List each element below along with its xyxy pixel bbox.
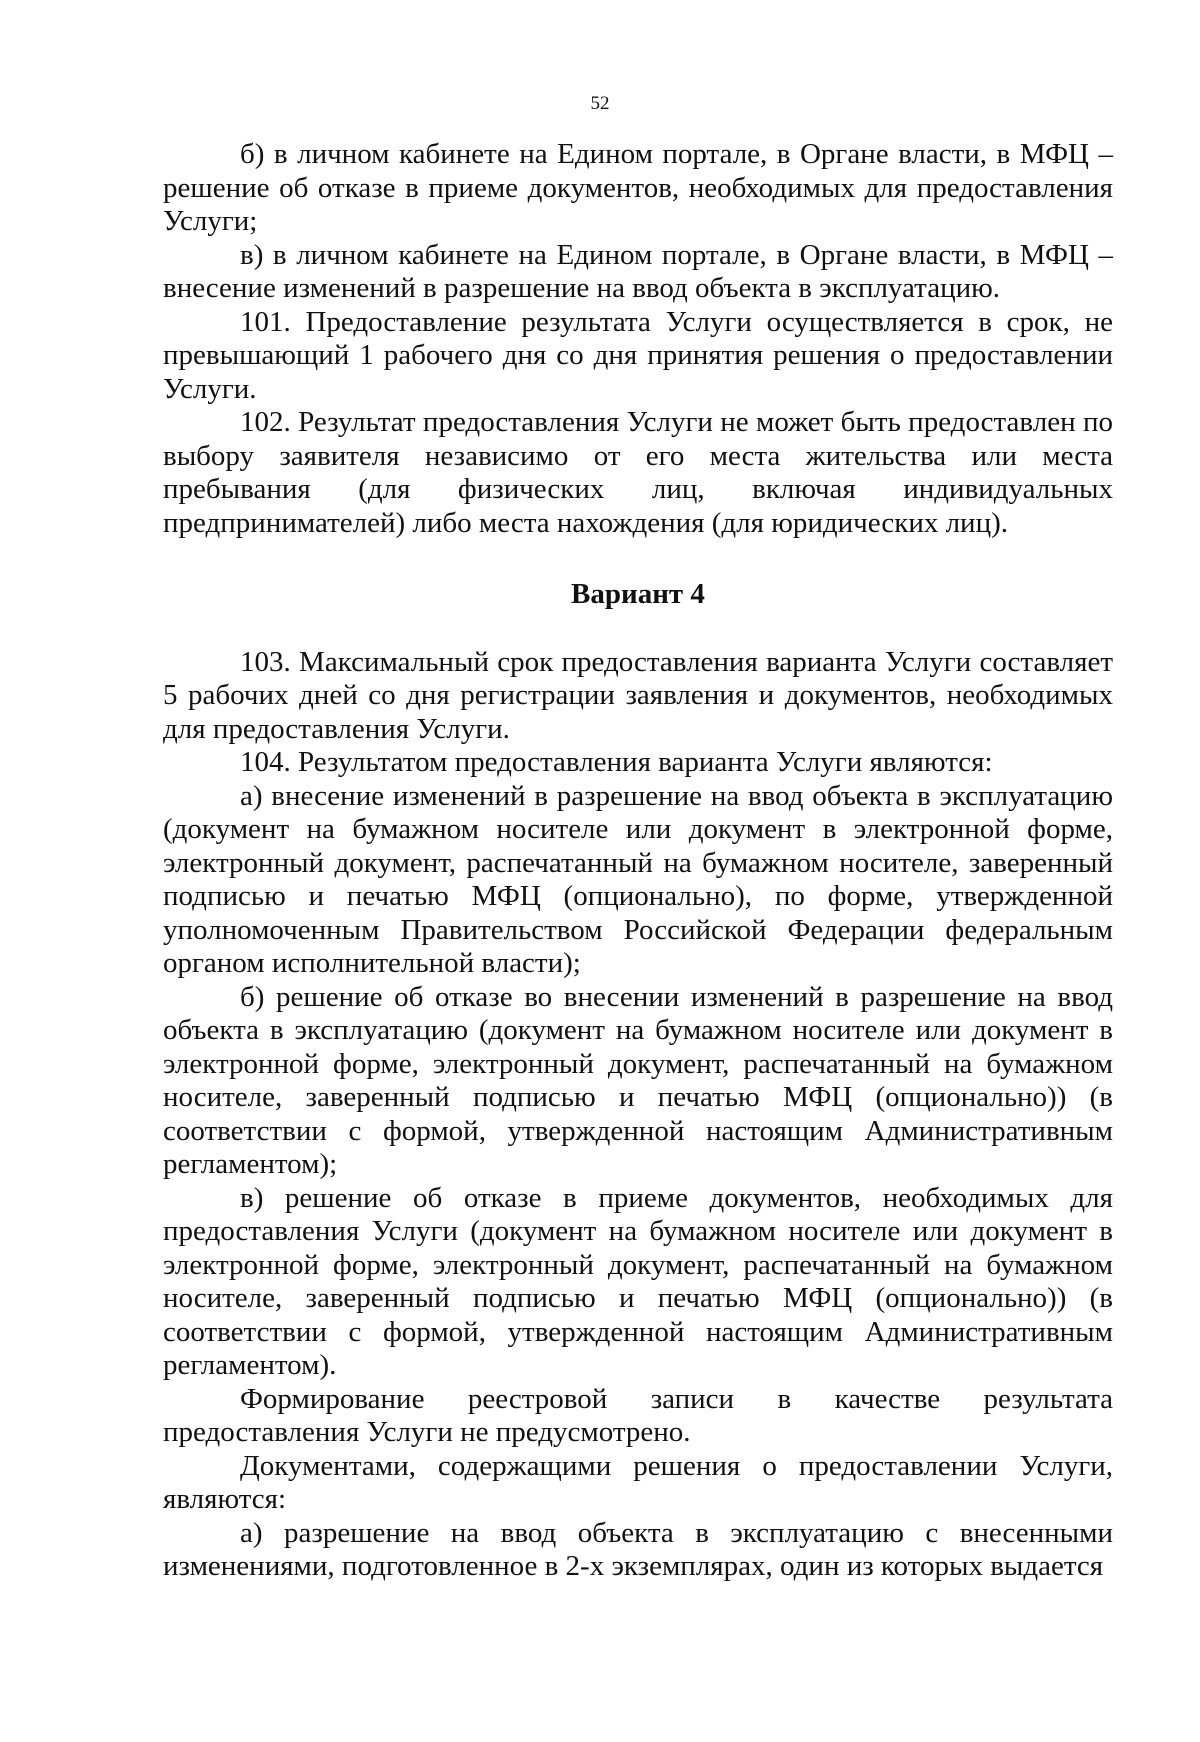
paragraph-item-v-refusal-documents: в) решение об отказе в приеме документов, необходимых для предоставления Услуги (документ на бумажном носителе или документ в электронной форме, электронный документ, распечатанный на бумажном носителе, заверенный подписью и печатью МФЦ (опционально)) (в соответствии с формой, утвержденной настоящим Административным регламентом). (163, 1181, 1113, 1381)
paragraph-decision-documents: Документами, содержащими решения о предоставлении Услуги, являются: (163, 1449, 1113, 1515)
paragraph-103: 103. Максимальный срок предоставления варианта Услуги составляет 5 рабочих дней со дня регистрации заявления и документов, необходимых для предоставления Услуги. (163, 645, 1113, 745)
paragraph-item-a-permit: а) разрешение на ввод объекта в эксплуатацию с внесенными изменениями, подготовленное в 2-х экземплярах, один из которых выдается (163, 1516, 1113, 1582)
paragraph-registry-record: Формирование реестровой записи в качестве результата предоставления Услуги не предусмотрено. (163, 1382, 1113, 1448)
paragraph-item-b-personal-account: б) в личном кабинете на Едином портале, в Органе власти, в МФЦ – решение об отказе в приеме документов, необходимых для предоставления Услуги; (163, 138, 1113, 237)
document-body (163, 138, 1113, 1584)
paragraph-101: 101. Предоставление результата Услуги осуществляется в срок, не превышающий 1 рабочего дня со дня принятия решения о предоставлении Услуги. (163, 305, 1113, 405)
paragraph-item-b-refusal-changes: б) решение об отказе во внесении изменений в разрешение на ввод объекта в эксплуатацию (документ на бумажном носителе или документ в электронной форме, электронный документ, распечатанный на бумажном носителе, заверенный подписью и печатью МФЦ (опционально)) (в соответствии с формой, утвержденной настоящим Административным регламентом); (163, 980, 1113, 1180)
paragraph-102: 102. Результат предоставления Услуги не может быть предоставлен по выбору заявителя независимо от его места жительства или места пребывания (для физических лиц, включая индивидуальных предпринимателей) либо места нахождения (для юридических лиц). (163, 406, 1113, 539)
section-heading-variant-4: Вариант 4 (571, 578, 705, 610)
paragraph-item-v-personal-account: в) в личном кабинете на Едином портале, в Органе власти, в МФЦ – внесение изменений в разрешение на ввод объекта в эксплуатацию. (163, 238, 1113, 304)
paragraph-item-a-changes: а) внесение изменений в разрешение на ввод объекта в эксплуатацию (документ на бумажном носителе или документ в электронной форме, электронный документ, распечатанный на бумажном носителе, заверенный подписью и печатью МФЦ (опционально), по форме, утвержденной уполномоченным Правительством Российской Федерации федеральным органом исполнительной власти); (163, 779, 1113, 979)
paragraph-104: 104. Результатом предоставления варианта Услуги являются: (240, 746, 993, 778)
page-number: 52 (590, 93, 610, 114)
